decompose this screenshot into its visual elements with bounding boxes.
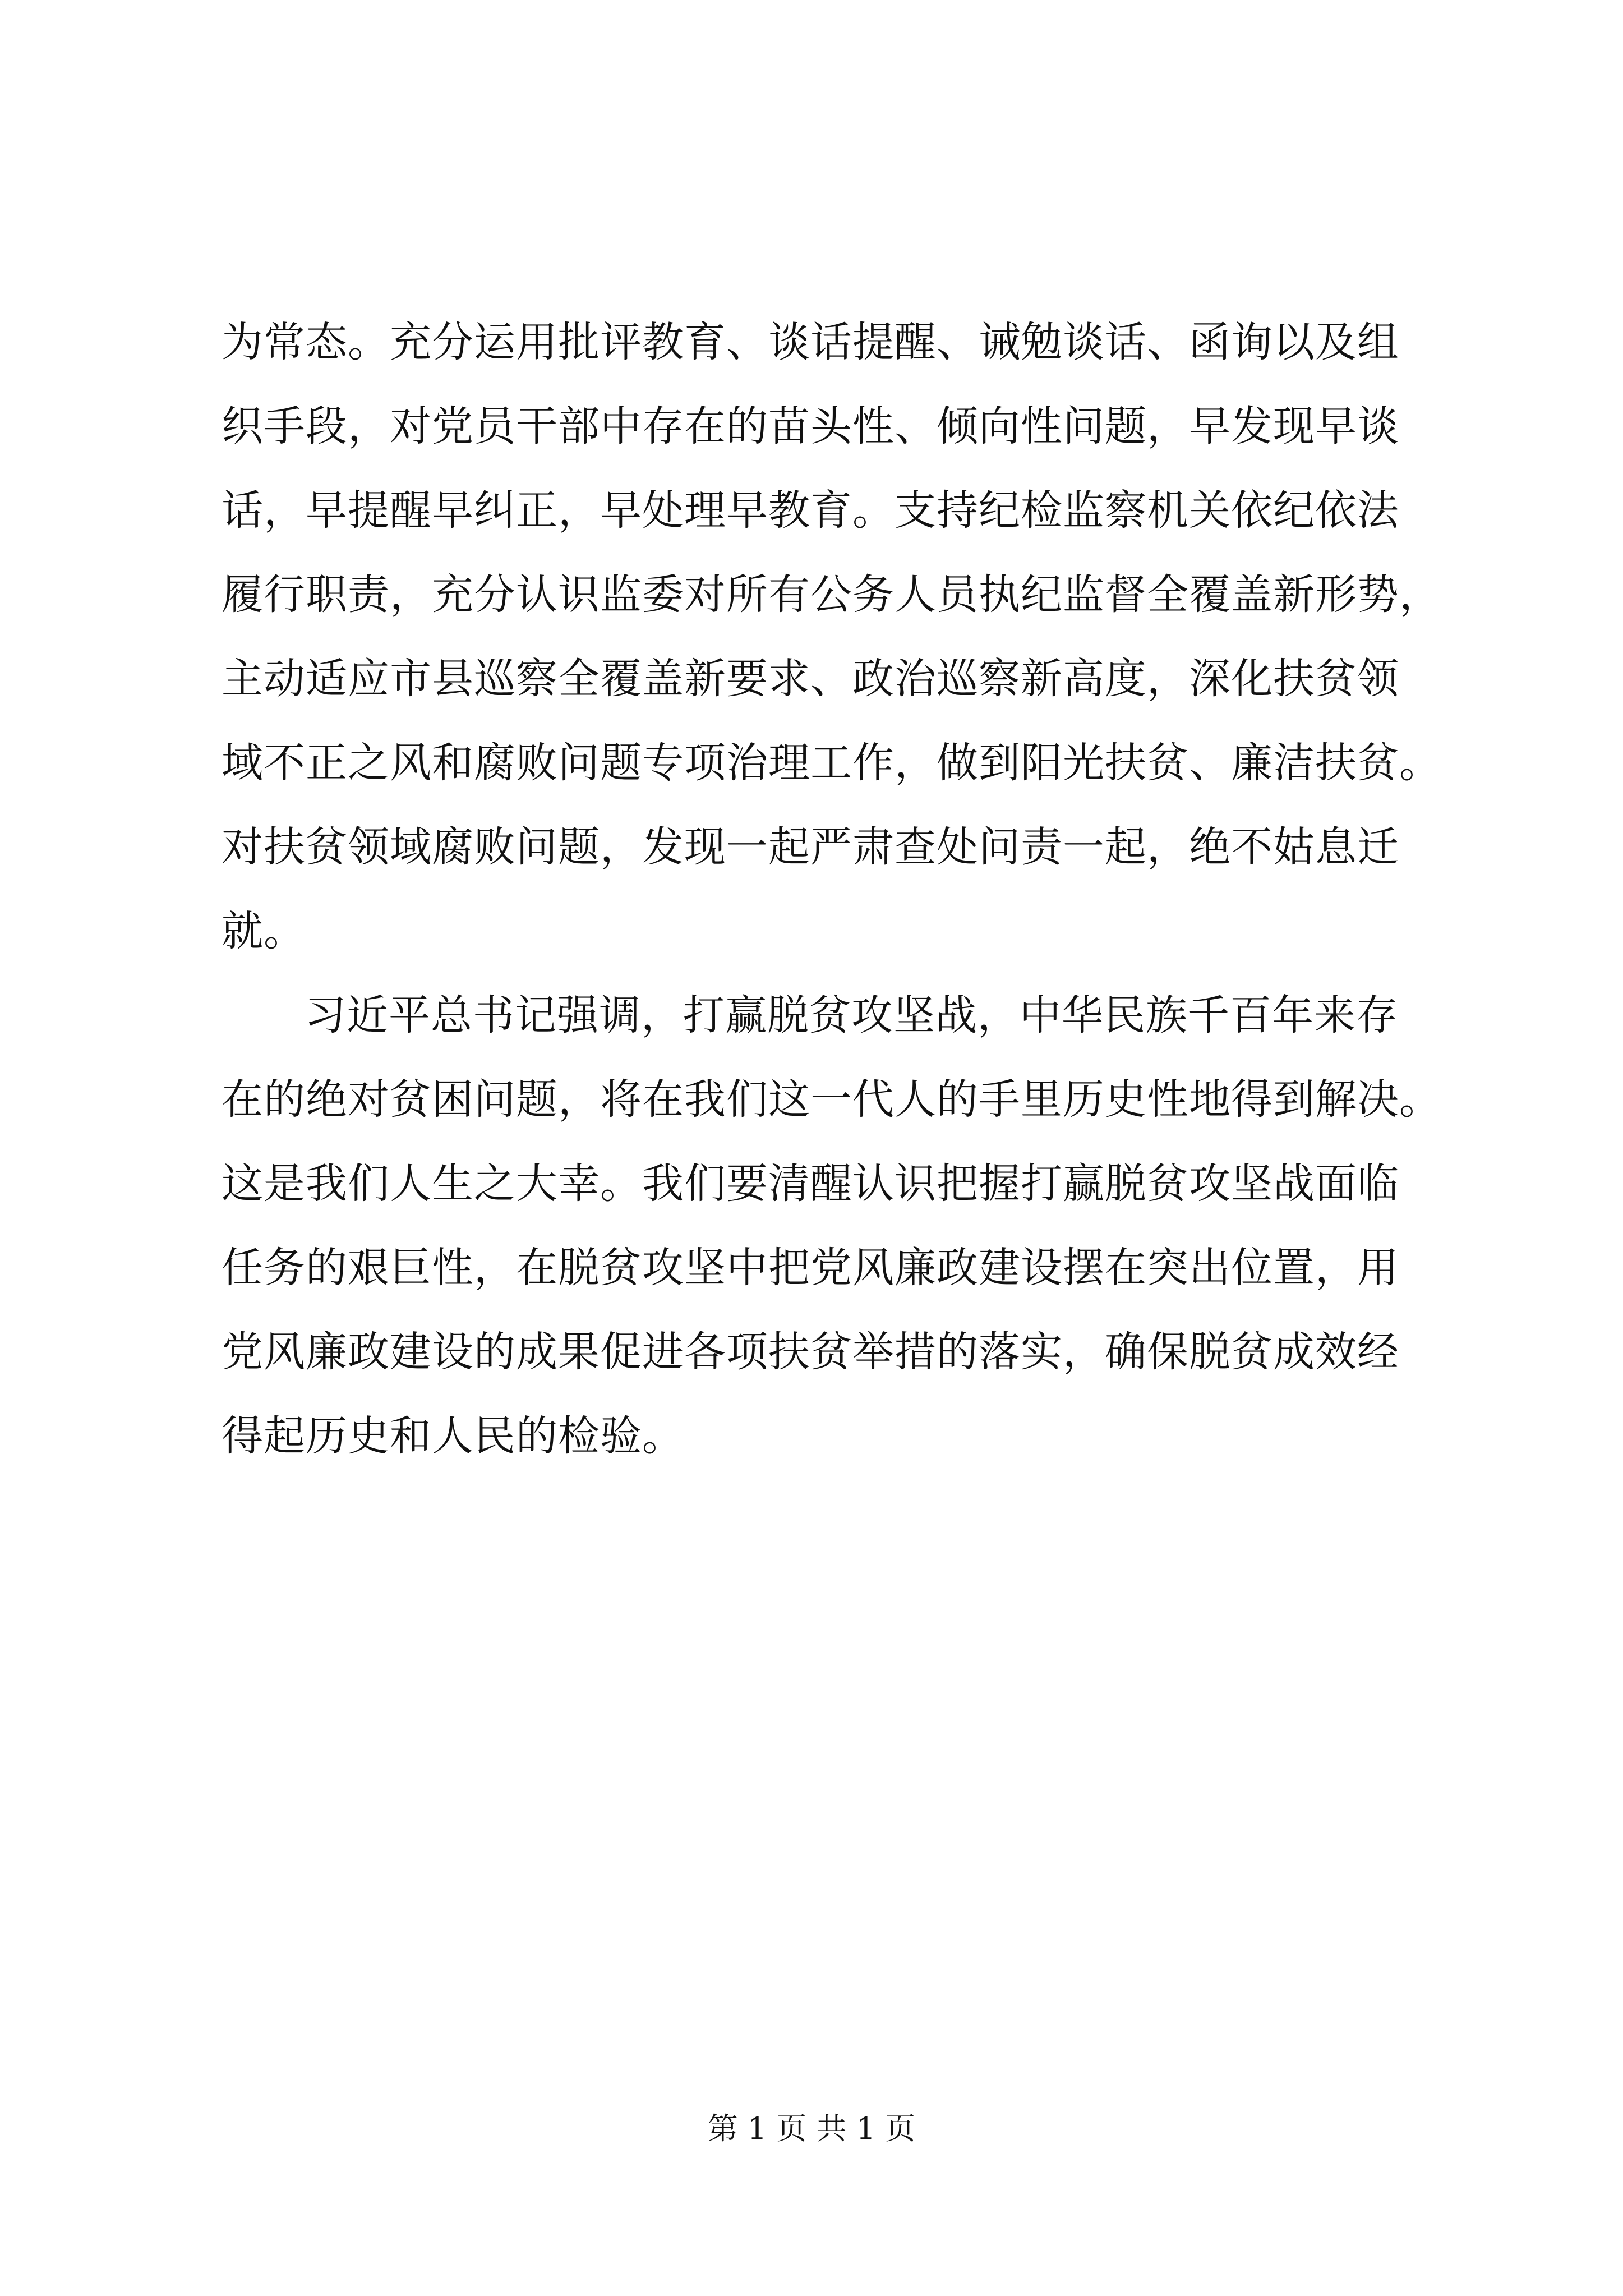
text-line: 话，早提醒早纠正，早处理早教育。支持纪检监察机关依纪依法 xyxy=(222,486,1399,535)
text-line: 织手段，对党员干部中存在的苗头性、倾向性问题，早发现早谈 xyxy=(222,402,1399,450)
text-line: 履行职责，充分认识监委对所有公务人员执纪监督全覆盖新形势， xyxy=(222,570,1441,619)
text-line: 这是我们人生之大幸。我们要清醒认识把握打赢脱贫攻坚战面临 xyxy=(222,1159,1399,1208)
text-line: 任务的艰巨性，在脱贫攻坚中把党风廉政建设摆在突出位置，用 xyxy=(222,1244,1399,1292)
page-number-footer: 第 1 页 共 1 页 xyxy=(707,2111,916,2146)
text-line: 在的绝对贫困问题，将在我们这一代人的手里历史性地得到解决。 xyxy=(222,1075,1441,1124)
text-line: 域不正之风和腐败问题专项治理工作，做到阳光扶贫、廉洁扶贫。 xyxy=(222,739,1441,787)
text-line: 为常态。充分运用批评教育、谈话提醒、诫勉谈话、函询以及组 xyxy=(222,318,1399,366)
paragraph-2 xyxy=(222,973,1441,1478)
document-body xyxy=(222,300,1441,1478)
text-line: 主动适应市县巡察全覆盖新要求、政治巡察新高度，深化扶贫领 xyxy=(222,655,1399,703)
text-line: 就。 xyxy=(222,907,306,955)
text-line: 得起历史和人民的检验。 xyxy=(222,1412,684,1460)
text-line: 对扶贫领域腐败问题，发现一起严肃查处问责一起，绝不姑息迁 xyxy=(222,823,1399,871)
paragraph-1 xyxy=(222,300,1441,973)
text-line: 党风廉政建设的成果促进各项扶贫举措的落实，确保脱贫成效经 xyxy=(222,1328,1399,1376)
text-line-indented: 习近平总书记强调，打赢脱贫攻坚战，中华民族千百年来存 xyxy=(305,991,1398,1039)
